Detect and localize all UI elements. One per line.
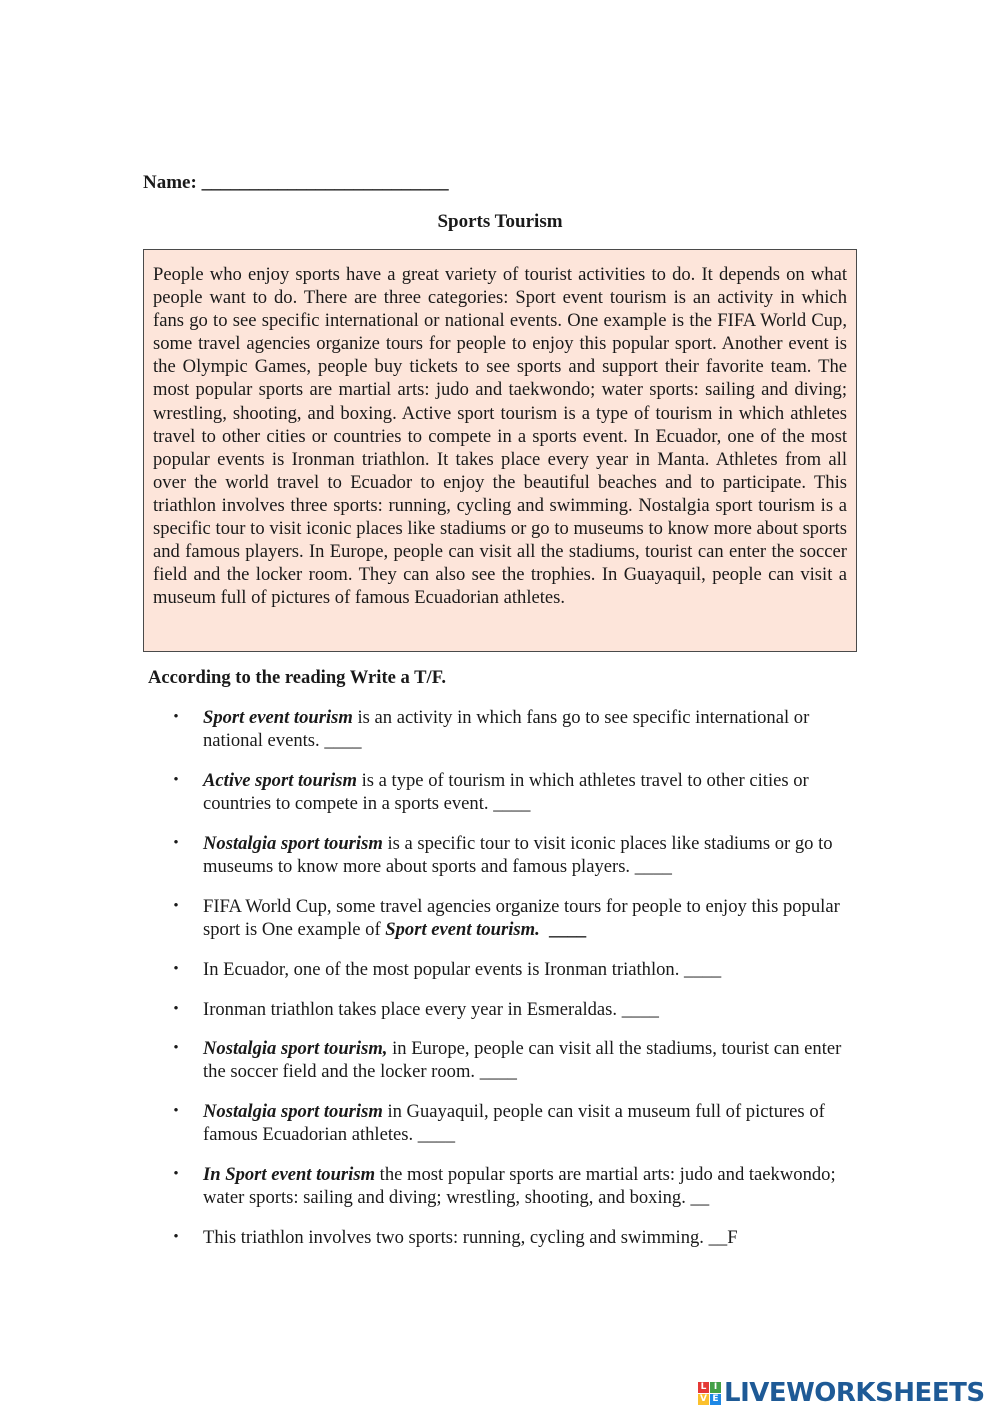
answer-blank[interactable]: ____ <box>621 999 659 1020</box>
name-blank[interactable]: __________________________ <box>201 172 449 193</box>
name-line <box>143 172 449 194</box>
question-term: Sport event tourism <box>203 707 353 728</box>
question-item <box>173 1100 861 1146</box>
question-item <box>173 958 861 981</box>
logo-grid-letter: E <box>710 1394 721 1405</box>
bullet-icon: • <box>173 1040 179 1056</box>
logo-grid-letter: I <box>710 1382 721 1393</box>
question-item <box>173 895 861 941</box>
answer-blank[interactable]: ____ <box>493 793 531 815</box>
question-text: is an activity in which fans go to see specific international or national events. <box>203 707 810 752</box>
answer-blank[interactable]: ____ <box>324 730 362 752</box>
question-item <box>173 832 861 878</box>
question-item <box>173 1037 861 1083</box>
answer-blank[interactable]: ____ <box>634 856 672 878</box>
answer-blank[interactable]: ____ <box>417 1124 455 1146</box>
answer-blank[interactable]: __F <box>708 1227 738 1248</box>
bullet-icon: • <box>173 772 179 788</box>
answer-blank[interactable]: ____ <box>549 919 587 941</box>
logo-text: LIVEWORKSHEETS <box>724 1378 985 1408</box>
question-item <box>173 1163 861 1209</box>
question-term: Nostalgia sport tourism <box>203 833 383 854</box>
question-item <box>173 769 861 815</box>
question-item <box>173 706 861 752</box>
logo-grid-icon <box>698 1382 721 1405</box>
question-text: In Ecuador, one of the most popular events is Ironman triathlon. <box>203 959 685 980</box>
page-title: Sports Tourism <box>437 211 563 232</box>
question-item <box>173 998 861 1021</box>
bullet-icon: • <box>173 835 179 851</box>
question-item <box>173 1226 861 1249</box>
question-text: is a type of tourism in which athletes travel to other cities or countries to compete in a sports event. <box>203 770 809 815</box>
liveworksheets-logo <box>698 1378 985 1408</box>
question-text: the most popular sports are martial arts: judo and taekwondo; water sports: sailing and diving; wrestling, shooting, and boxing. <box>203 1164 836 1209</box>
bullet-icon: • <box>173 961 179 977</box>
question-text: in Guayaquil, people can visit a museum full of pictures of famous Ecuadorian athletes. <box>203 1101 825 1146</box>
question-term: Sport event tourism. <box>385 919 540 941</box>
bullet-icon: • <box>173 898 179 914</box>
answer-blank[interactable]: ____ <box>479 1061 517 1083</box>
question-text: Ironman triathlon takes place every year in Esmeraldas. <box>203 999 622 1020</box>
question-text: in Europe, people can visit all the stadiums, tourist can enter the soccer field and the locker room. <box>203 1038 842 1083</box>
bullet-icon: • <box>173 1103 179 1119</box>
question-term: In Sport event tourism <box>203 1164 376 1185</box>
answer-blank[interactable]: ____ <box>684 959 722 980</box>
question-text: FIFA World Cup, some travel agencies organize tours for people to enjoy this popular sport is One example of <box>203 896 840 941</box>
question-term: Nostalgia sport tourism, <box>203 1038 388 1059</box>
bullet-icon: • <box>173 1001 179 1017</box>
question-text: is a specific tour to visit iconic places like stadiums or go to museums to know more about sports and famous players. <box>203 833 833 878</box>
answer-blank[interactable]: __ <box>690 1187 710 1209</box>
bullet-icon: • <box>173 1166 179 1182</box>
logo-grid-letter: L <box>698 1382 709 1393</box>
name-label: Name: <box>143 172 197 193</box>
reading-passage: People who enjoy sports have a great variety of tourist activities to do. It depends on what people want to do. There are three categories: Sport event tourism is an activity in which fans go to see specific international or national events. One example is the FIFA World Cup, some travel agencies organize tours for people to enjoy this popular sport. Another event is the Olympic Games, people buy tickets to see sports and support their favorite team. The most popular sports are martial arts: judo and taekwondo; water sports: sailing and diving; wrestling, shooting, and boxing. Active sport tourism is a type of tourism in which athletes travel to other cities or countries to compete in a sports event. In Ecuador, one of the most popular events is Ironman triathlon. It takes place every year in Manta. Athletes from all over the world travel to Ecuador to enjoy the beautiful beaches and to participate. This triathlon involves three sports: running, cycling and swimming. Nostalgia sport tourism is a specific tour to visit iconic places like stadiums or go to museums to know more about sports and famous players. In Europe, people can visit all the stadiums, tourist can enter the soccer field and the locker room. They can also see the trophies. In Guayaquil, people can visit a museum full of pictures of famous Ecuadorian athletes. <box>143 249 857 652</box>
question-text: This triathlon involves two sports: running, cycling and swimming. <box>203 1227 709 1248</box>
question-term: Nostalgia sport tourism <box>203 1101 383 1122</box>
instruction: According to the reading Write a T/F. <box>148 667 447 688</box>
bullet-icon: • <box>173 1229 179 1245</box>
logo-grid-letter: V <box>698 1394 709 1405</box>
bullet-icon: • <box>173 709 179 725</box>
question-term: Active sport tourism <box>203 770 357 791</box>
